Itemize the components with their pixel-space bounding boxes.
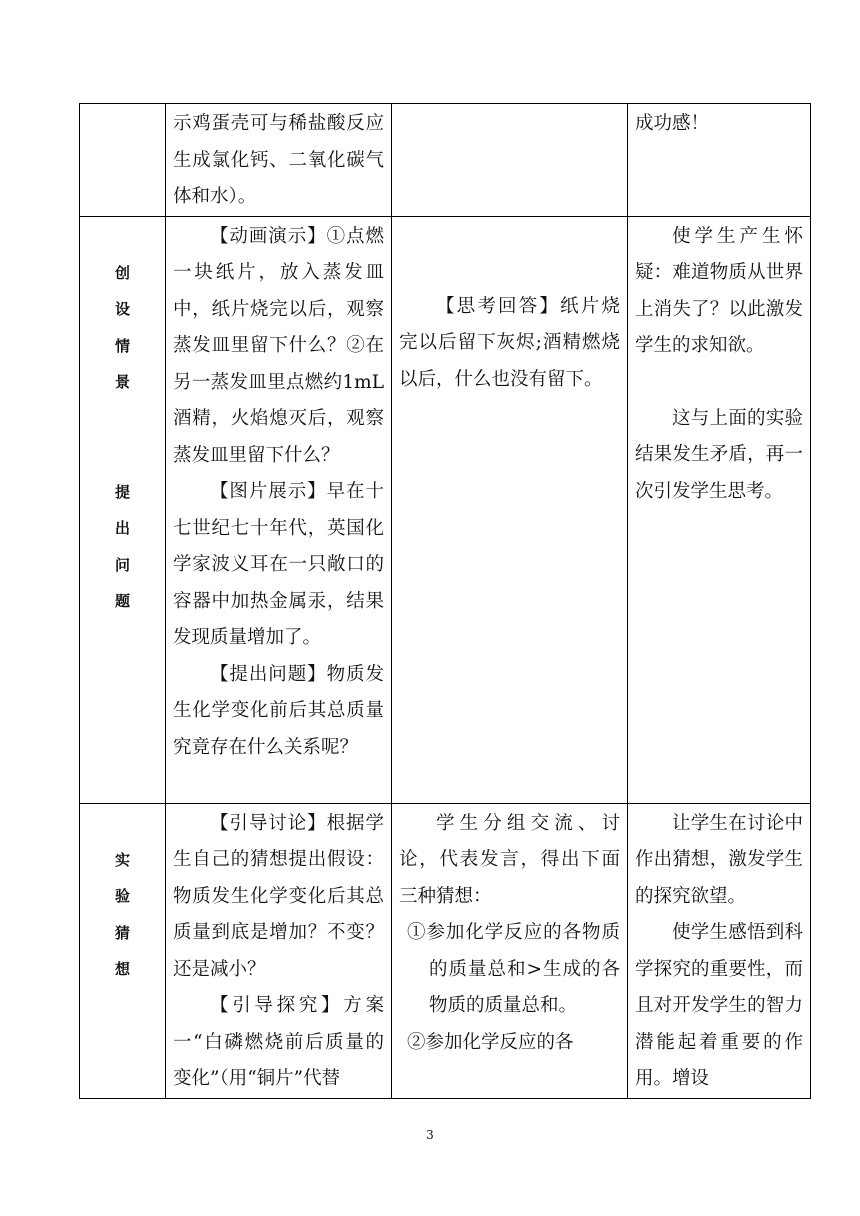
stage-cell bbox=[80, 803, 166, 1098]
stage-char: 出 bbox=[114, 519, 130, 537]
stage-char: 创 bbox=[114, 263, 130, 282]
teacher-text: 【图片展示】早在十七世纪七十年代，英国化学家波义耳在一只敞口的容器中加热金属汞，结果发现质量增加了。 bbox=[173, 481, 384, 648]
student-activity-cell bbox=[392, 104, 628, 217]
stage-cell bbox=[80, 104, 166, 217]
table-row bbox=[80, 216, 811, 803]
intent-text: 使学生产生怀疑：难道物质从世界上消失了？以此激发学生的求知欲。 bbox=[635, 225, 803, 356]
intent-text: 让学生在讨论中作出猜想，激发学生的探究欲望。 bbox=[635, 812, 803, 907]
teacher-activity-cell bbox=[166, 104, 392, 217]
intent-text: 使学生感悟到科学探究的重要性，而且对开发学生的智力潜能起着重要的作用。增设 bbox=[635, 922, 803, 1089]
lesson-plan-table bbox=[79, 103, 811, 1099]
teacher-activity-cell bbox=[166, 803, 392, 1098]
student-text: 学生分组交流、讨论，代表发言，得出下面三种猜想： bbox=[399, 812, 620, 907]
stage-char: 情 bbox=[114, 336, 130, 355]
stage-cell bbox=[80, 216, 166, 803]
teacher-text: 【引导讨论】根据学生自己的猜想提出假设：物质发生化学变化后其总质量到底是增加？不变？还是减小？ bbox=[173, 812, 384, 980]
teacher-text: 【提出问题】物质发生化学变化前后其总质量究竟存在什么关系呢？ bbox=[173, 663, 384, 758]
stage-char: 问 bbox=[114, 555, 130, 574]
teacher-text: 示鸡蛋壳可与稀盐酸反应生成氯化钙、二氧化碳气体和水）。 bbox=[173, 113, 384, 207]
student-text: 【思考回答】纸片烧完以后留下灰烬;酒精燃烧以后，什么也没有留下。 bbox=[399, 295, 620, 390]
stage-char: 景 bbox=[114, 373, 130, 391]
stage-char: 想 bbox=[114, 960, 130, 978]
intent-text: 成功感！ bbox=[635, 113, 710, 134]
stage-char: 实 bbox=[114, 850, 130, 869]
student-text: ②参加化学反应的各 bbox=[407, 1031, 574, 1053]
design-intent-cell bbox=[628, 104, 811, 217]
teacher-text: 【动画演示】①点燃一块纸片，放入蒸发皿中，纸片烧完以后，观察蒸发皿里留下什么？②在另一蒸发皿里点燃约1mL酒精，火焰熄灭后，观察蒸发皿里留下什么？ bbox=[173, 225, 384, 466]
teacher-activity-cell bbox=[166, 216, 392, 803]
intent-text: 这与上面的实验结果发生矛盾，再一次引发学生思考。 bbox=[635, 407, 803, 502]
stage-char: 验 bbox=[114, 887, 130, 905]
stage-char: 题 bbox=[114, 592, 130, 610]
table-row bbox=[80, 803, 811, 1098]
design-intent-cell bbox=[628, 803, 811, 1098]
student-activity-cell bbox=[392, 216, 628, 803]
student-text: ①参加化学反应的各物质的质量总和>生成的各物质的质量总和。 bbox=[407, 922, 620, 1016]
stage-char: 设 bbox=[114, 300, 130, 318]
stage-char: 提 bbox=[114, 482, 130, 501]
student-activity-cell bbox=[392, 803, 628, 1098]
design-intent-cell bbox=[628, 216, 811, 803]
page-number: 3 bbox=[426, 1128, 434, 1142]
teacher-text: 【引导探究】方案一“白磷燃烧前后质量的变化”（用“铜片”代替 bbox=[173, 995, 384, 1089]
stage-char: 猜 bbox=[114, 923, 130, 942]
table-row bbox=[80, 104, 811, 217]
